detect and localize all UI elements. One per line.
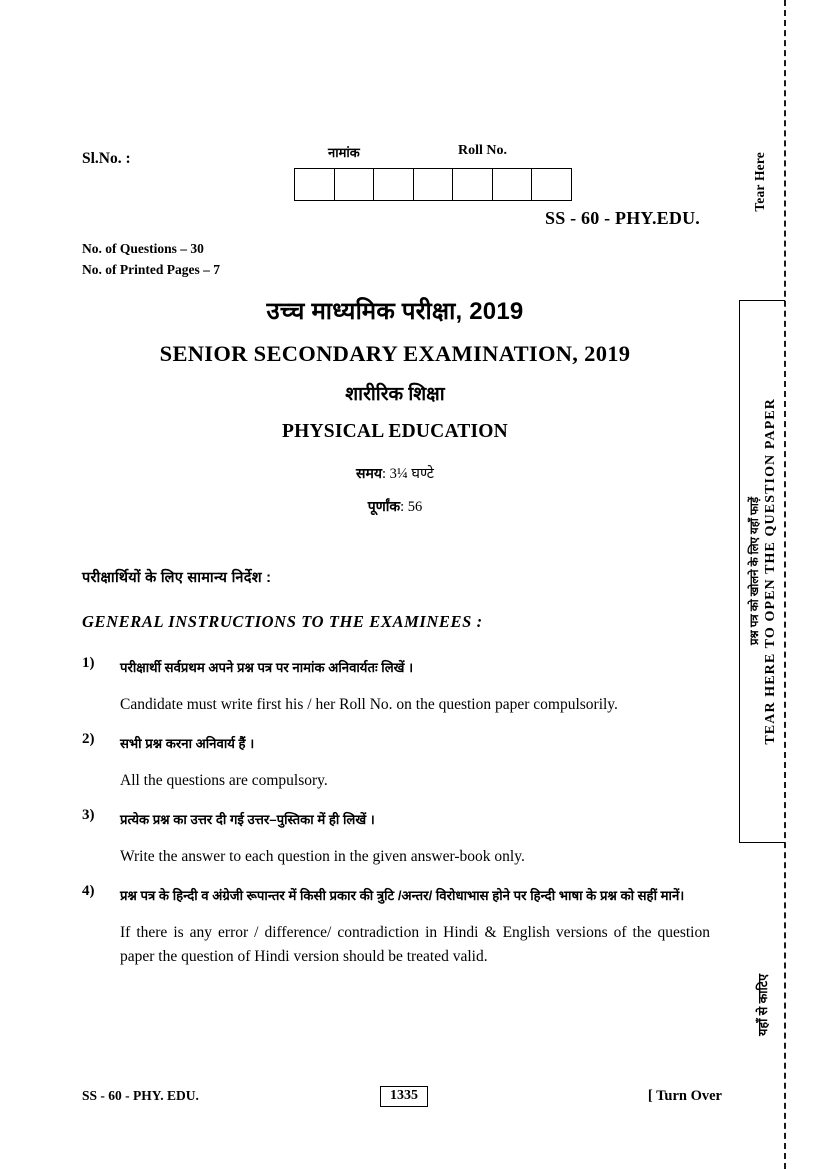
exam-title-english: SENIOR SECONDARY EXAMINATION, 2019: [159, 341, 631, 366]
cut-here-label: [742, 955, 782, 1055]
instruction-text-english: Candidate must write first his / her Roll No. on the question paper compulsorily.: [120, 696, 618, 713]
open-instruction-hindi: प्रश्न पत्र को खोलने के लिए यहाँ फाड़ें: [748, 497, 761, 646]
exam-title-hindi: उच्च माध्यमिक परीक्षा, 2019: [266, 298, 524, 325]
instruction-item: [82, 655, 710, 717]
open-instruction-english: TEAR HERE TO OPEN THE QUESTION PAPER: [762, 398, 778, 745]
instruction-number: 2): [82, 731, 95, 747]
instructions-list: [82, 655, 710, 983]
open-question-paper-box: [739, 300, 785, 843]
marks-label: पूर्णांक: [367, 498, 401, 514]
paper-code-header: SS - 60 - PHY.EDU.: [545, 208, 700, 228]
roll-number-cell[interactable]: [532, 169, 571, 200]
instruction-item: [82, 883, 710, 969]
turn-over-label: [ Turn Over: [647, 1088, 722, 1104]
time-value: : 3¼ घण्टे: [381, 466, 434, 482]
roll-no-label: Roll No.: [458, 143, 507, 158]
page-footer: [82, 1086, 722, 1110]
instruction-text-hindi: परीक्षार्थी सर्वप्रथम अपने प्रश्न पत्र पर नामांक अनिवार्यतः लिखें ।: [120, 660, 414, 675]
subject-title-hindi: शारीरिक शिक्षा: [345, 384, 445, 405]
roll-number-cell[interactable]: [493, 169, 533, 200]
roll-number-cell[interactable]: [335, 169, 375, 200]
instruction-number: 4): [82, 883, 95, 899]
footer-paper-code: SS - 60 - PHY. EDU.: [82, 1088, 199, 1103]
instruction-text-hindi: प्रत्येक प्रश्न का उत्तर दी गई उत्तर–पुस्तिका में ही लिखें ।: [120, 812, 375, 827]
instruction-text-english: Write the answer to each question in the given answer-book only.: [120, 848, 525, 865]
instruction-text-hindi: प्रश्न पत्र के हिन्दी व अंग्रेजी रूपान्तर में किसी प्रकार की त्रुटि /अन्तर/ विरोधाभास होने पर हिन्दी भाषा के प्रश्न को सहीं मानें।: [120, 888, 685, 903]
namank-label: नामांक: [328, 145, 360, 160]
instruction-text-english: If there is any error / difference/ contradiction in Hindi & English versions of the question paper the question of Hindi version should be treated valid.: [120, 924, 710, 965]
instructions-heading-hindi: परीक्षार्थियों के लिए सामान्य निर्देश :: [82, 570, 272, 586]
instruction-text-hindi: सभी प्रश्न करना अनिवार्य हैं ।: [120, 736, 255, 751]
instruction-item: [82, 807, 710, 869]
tear-here-label: [740, 132, 780, 232]
cut-here-text: यहाँ से काटिए: [755, 974, 770, 1036]
instruction-number: 3): [82, 807, 95, 823]
footer-page-number: 1335: [380, 1086, 428, 1107]
time-allowed: [70, 463, 720, 483]
roll-number-cell[interactable]: [374, 169, 414, 200]
no-of-printed-pages: No. of Printed Pages – 7: [82, 262, 220, 277]
no-of-questions: No. of Questions – 30: [82, 241, 204, 256]
maximum-marks: [70, 497, 720, 516]
title-block: [70, 294, 720, 516]
roll-number-cell[interactable]: [414, 169, 454, 200]
roll-number-cell[interactable]: [295, 169, 335, 200]
serial-no-label: Sl.No. :: [82, 150, 131, 167]
tear-here-text: Tear Here: [752, 152, 767, 212]
instruction-item: [82, 731, 710, 793]
time-label: समय: [356, 465, 382, 481]
subject-title-english: PHYSICAL EDUCATION: [282, 421, 508, 442]
instruction-number: 1): [82, 655, 95, 671]
marks-value: : 56: [400, 499, 423, 515]
paper-meta: [82, 238, 220, 280]
roll-number-grid[interactable]: [294, 168, 572, 201]
roll-number-section: [294, 143, 572, 201]
instructions-heading-english: GENERAL INSTRUCTIONS TO THE EXAMINEES :: [82, 612, 483, 631]
roll-number-cell[interactable]: [453, 169, 493, 200]
instruction-text-english: All the questions are compulsory.: [120, 772, 328, 789]
